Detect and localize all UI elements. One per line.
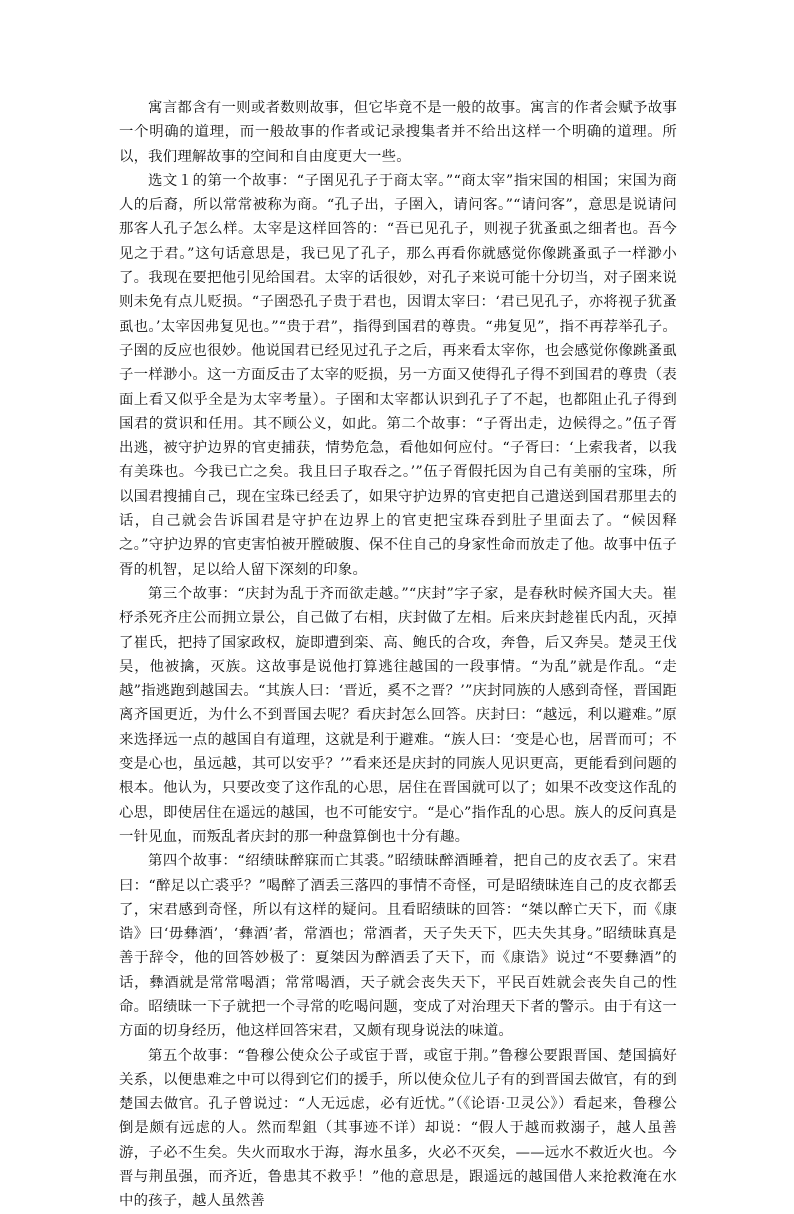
paragraph-story-one-two: 选文１的第一个故事：“子圉见孔子于商太宰。”“商太宰”指宋国的相国；宋国为商人的后裔，所以常常被称为商。“孔子出，子圉入，请问客。”“请问客”，意思是说请问那客人孔子怎么样。太宰是这样回答的：“吾已见孔子，则视子犹蚤虱之细者也。吾今见之于君。”这句话意思是，我已见了孔子，那么再看你就感觉你像跳蚤虱子一样渺小了。我现在要把他引见给国君。太宰的话很妙，对孔子来说可能十分切当，对子圉来说则未免有点儿贬损。“子圉恐孔子贵于君也，因谓太宰曰：‘君已见孔子，亦将视子犹蚤虱也。’太宰因弗复见也。”“贵于君”，指得到国君的尊贵。“弗复见”，指不再荐举孔子。子圉的反应也很妙。他说国君已经见过孔子之后，再来看太宰你，也会感觉你像跳蚤虱子一样渺小。这一方面反击了太宰的贬损，另一方面又使得孔子得不到国君的尊贵（表面上看又似乎全是为太宰考量）。子圉和太宰都认识到孔子了不起，也都阻止孔子得到国君的赏识和任用。其不顾公义，如此。第二个故事：“子胥出走，边候得之。”伍子胥出逃，被守护边界的官吏捕获，情势危急，看他如何应付。“子胥曰：‘上索我者，以我有美珠也。今我已亡之矣。我且曰子取吞之。’”伍子胥假托因为自己有美丽的宝珠，所以国君搜捕自己，现在宝珠已经丢了，如果守护边界的官吏把自己遣送到国君那里去的话，自己就会告诉国君是守护在边界上的官吏把宝珠吞到肚子里面去了。“候因释之。”守护边界的官吏害怕被开膛破腹、保不住自己的身家性命而放走了他。故事中伍子胥的机智，足以给人留下深刻的印象。 <box>119 172 677 578</box>
paragraph-story-five: 第五个故事：“鲁穆公使众公子或宦于晋，或宦于荆。”鲁穆公要跟晋国、楚国搞好关系，以便患难之中可以得到它们的援手，所以使众位儿子有的到晋国去做官，有的到楚国去做官。孔子曾说过：“人无远虑，必有近忧。”（《论语·卫灵公》）看起来，鲁穆公倒是颇有远虑的人。然而犁鉏（其事迹不详）却说：“假人于越而救溺子，越人虽善游，子必不生矣。失火而取水于海，海水虽多，火必不灭矣，——远水不救近火也。今晋与荆虽强，而齐近，鲁患其不救乎！”他的意思是，跟遥远的越国借人来抢救淹在水中的孩子，越人虽然善 <box>119 1047 677 1210</box>
document-page <box>119 96 677 1214</box>
paragraph-intro: 寓言都含有一则或者数则故事，但它毕竟不是一般的故事。寓言的作者会赋予故事一个明确的道理，而一般故事的作者或记录搜集者并不给出这样一个明确的道理。所以，我们理解故事的空间和自由度更大一些。 <box>119 100 677 165</box>
paragraph-story-three: 第三个故事：“庆封为乱于齐而欲走越。”“庆封”字子家，是春秋时候齐国大夫。崔杼杀死齐庄公而拥立景公，自己做了右相，庆封做了左相。后来庆封趁崔氏内乱，灭掉了崔氏，把持了国家政权，旋即遭到栾、高、鲍氏的合攻，奔鲁，后又奔吴。楚灵王伐吴，他被擒，灭族。这故事是说他打算逃往越国的一段事情。“为乱”就是作乱。“走越”指逃跑到越国去。“其族人曰：‘晋近，奚不之晋？’”庆封同族的人感到奇怪，晋国距离齐国更近，为什么不到晋国去呢？看庆封怎么回答。庆封曰：“越远，利以避难。”原来选择远一点的越国自有道理，这就是利于避难。“族人曰：‘变是心也，居晋而可；不变是心也，虽远越，其可以安乎？’”看来还是庆封的同族人见识更高，更能看到问题的根本。他认为，只要改变了这作乱的心思，居住在晋国就可以了；如果不改变这作乱的心思，即使居住在遥远的越国，也不可能安宁。“是心”指作乱的心思。族人的反问真是一针见血，而叛乱者庆封的那一种盘算倒也十分有趣。 <box>119 585 677 845</box>
paragraph-story-four: 第四个故事：“绍绩昧醉寐而亡其裘。”昭绩昧醉酒睡着，把自己的皮衣丢了。宋君曰：“醉足以亡裘乎？”喝醉了酒丢三落四的事情不奇怪，可是昭绩昧连自己的皮衣都丢了，宋君感到奇怪，所以有这样的疑问。且看昭绩昧的回答：“桀以醉亡天下，而《康诰》曰‘毋彝酒’，‘彝酒’者，常酒也；常酒者，天子失天下，匹夫失其身。”昭绩昧真是善于辞令，他的回答妙极了：夏桀因为醉酒丢了天下，而《康诰》说过“不要彝酒”的话，彝酒就是常常喝酒；常常喝酒，天子就会丧失天下，平民百姓就会丧失自己的性命。昭绩昧一下子就把一个寻常的吃喝问题，变成了对治理天下者的警示。由于有这一方面的切身经历，他这样回答宋君，又颇有现身说法的味道。 <box>119 853 677 1040</box>
